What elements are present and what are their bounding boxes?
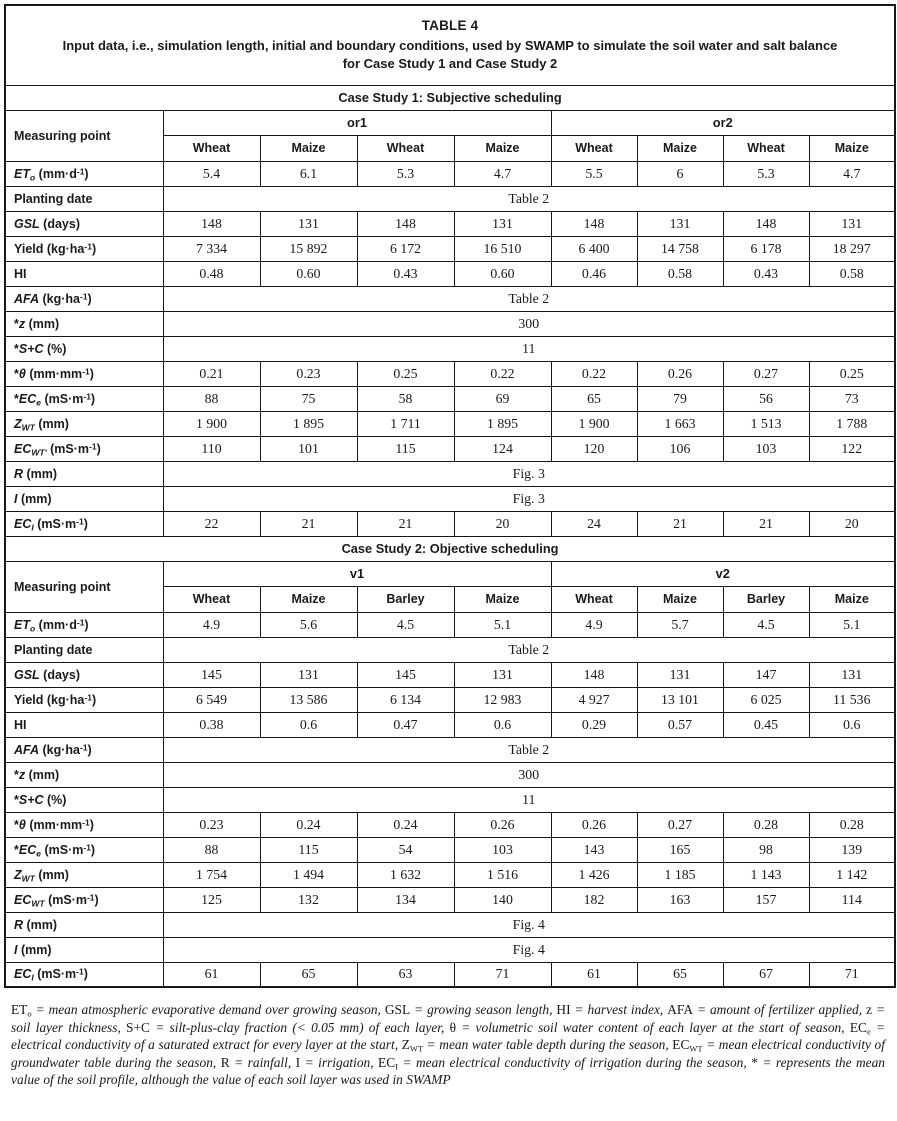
data-cell: 145 <box>357 662 454 687</box>
data-cell: 120 <box>551 436 637 461</box>
data-cell: 0.46 <box>551 261 637 286</box>
data-cell: 148 <box>723 211 809 236</box>
row-label: GSL (days) <box>5 662 163 687</box>
data-cell: 7 334 <box>163 236 260 261</box>
data-cell: 20 <box>454 511 551 536</box>
data-cell: 4.9 <box>551 612 637 637</box>
column-header: Maize <box>454 586 551 612</box>
table-row <box>5 662 895 687</box>
data-cell: 5.6 <box>260 612 357 637</box>
data-cell: 56 <box>723 386 809 411</box>
row-label: $ET_o$ $(mm\cdot d^{-1})$ <box>5 612 163 637</box>
spanned-value-cell: Fig. 3 <box>163 486 895 511</box>
data-cell: 1 663 <box>637 411 723 436</box>
column-header: Wheat <box>551 586 637 612</box>
column-header: Wheat <box>163 586 260 612</box>
data-cell: 65 <box>551 386 637 411</box>
data-cell: 61 <box>551 962 637 987</box>
row-label: *S+C (%) <box>5 787 163 812</box>
data-cell: 0.6 <box>809 712 895 737</box>
column-header: Maize <box>637 135 723 161</box>
row-label: *z (mm) <box>5 311 163 336</box>
data-cell: 4.5 <box>723 612 809 637</box>
data-cell: 0.29 <box>551 712 637 737</box>
data-cell: 1 754 <box>163 862 260 887</box>
table-row <box>5 787 895 812</box>
data-cell: 5.4 <box>163 161 260 186</box>
data-cell: 1 516 <box>454 862 551 887</box>
data-cell: 6 549 <box>163 687 260 712</box>
data-cell: 0.22 <box>551 361 637 386</box>
table-row <box>5 687 895 712</box>
data-cell: 182 <box>551 887 637 912</box>
data-cell: 21 <box>723 511 809 536</box>
column-header: Barley <box>723 586 809 612</box>
table-row <box>5 912 895 937</box>
group-header-v1: v1 <box>163 561 551 586</box>
data-cell: 6 178 <box>723 236 809 261</box>
spanned-value-cell: Fig. 4 <box>163 912 895 937</box>
data-cell: 0.38 <box>163 712 260 737</box>
column-header: Maize <box>454 135 551 161</box>
row-label: Yield $(kg\cdot ha^{-1})$ <box>5 687 163 712</box>
data-cell: 115 <box>260 837 357 862</box>
table-row <box>5 461 895 486</box>
data-cell: 0.23 <box>163 812 260 837</box>
row-label: $Z_{WT}$ (mm) <box>5 862 163 887</box>
data-cell: 5.1 <box>809 612 895 637</box>
data-cell: 147 <box>723 662 809 687</box>
data-cell: 4 927 <box>551 687 637 712</box>
data-cell: 143 <box>551 837 637 862</box>
data-cell: 1 711 <box>357 411 454 436</box>
data-cell: 1 143 <box>723 862 809 887</box>
table-caption-line1: Input data, i.e., simulation length, initial and boundary conditions, used by SWAMP to simulate the soil water and salt balance <box>62 38 838 54</box>
row-label: *θ $(mm\cdot mm^{-1})$ <box>5 361 163 386</box>
data-cell: 1 494 <box>260 862 357 887</box>
data-cell: 65 <box>260 962 357 987</box>
data-cell: 101 <box>260 436 357 461</box>
section-header-case-study-2 <box>5 536 895 561</box>
data-cell: 24 <box>551 511 637 536</box>
table-row <box>5 411 895 436</box>
data-cell: 4.7 <box>454 161 551 186</box>
column-header: Wheat <box>551 135 637 161</box>
data-cell: 1 142 <box>809 862 895 887</box>
data-cell: 4.7 <box>809 161 895 186</box>
data-cell: 16 510 <box>454 236 551 261</box>
data-cell: 0.60 <box>454 261 551 286</box>
data-cell: 131 <box>809 211 895 236</box>
data-cell: 58 <box>357 386 454 411</box>
data-cell: 115 <box>357 436 454 461</box>
group-header-row <box>5 110 895 135</box>
row-label: *S+C (%) <box>5 336 163 361</box>
data-cell: 5.3 <box>723 161 809 186</box>
data-cell: 132 <box>260 887 357 912</box>
data-cell: 148 <box>163 211 260 236</box>
data-cell: 163 <box>637 887 723 912</box>
group-header-row <box>5 561 895 586</box>
data-cell: 0.48 <box>163 261 260 286</box>
row-label: $Z_{WT}$ (mm) <box>5 411 163 436</box>
data-cell: 103 <box>723 436 809 461</box>
spanned-value-cell: Table 2 <box>163 737 895 762</box>
table-row <box>5 812 895 837</box>
data-cell: 131 <box>637 662 723 687</box>
measuring-point-label: Measuring point <box>5 110 163 161</box>
table-row <box>5 712 895 737</box>
table-row <box>5 937 895 962</box>
column-header: Barley <box>357 586 454 612</box>
data-cell: 122 <box>809 436 895 461</box>
table-row <box>5 962 895 987</box>
data-cell: 125 <box>163 887 260 912</box>
data-cell: 98 <box>723 837 809 862</box>
row-label: Planting date <box>5 637 163 662</box>
spanned-value-cell: Table 2 <box>163 286 895 311</box>
row-label: *z (mm) <box>5 762 163 787</box>
data-cell: 131 <box>260 211 357 236</box>
data-cell: 0.43 <box>723 261 809 286</box>
data-cell: 1 788 <box>809 411 895 436</box>
column-header: Maize <box>260 586 357 612</box>
data-cell: 21 <box>357 511 454 536</box>
data-cell: 54 <box>357 837 454 862</box>
row-label: HI <box>5 712 163 737</box>
data-cell: 148 <box>551 211 637 236</box>
column-header: Maize <box>809 586 895 612</box>
data-cell: 21 <box>260 511 357 536</box>
data-cell: 0.58 <box>809 261 895 286</box>
data-cell: 0.25 <box>809 361 895 386</box>
table-row <box>5 637 895 662</box>
row-label: $ET_o$ $(mm\cdot d^{-1})$ <box>5 161 163 186</box>
data-cell: 5.7 <box>637 612 723 637</box>
row-label: $EC_{WT'}$ $(mS\cdot m^{-1})$ <box>5 436 163 461</box>
data-cell: 11 536 <box>809 687 895 712</box>
data-cell: 1 895 <box>454 411 551 436</box>
data-cell: 6.1 <box>260 161 357 186</box>
data-cell: 0.27 <box>637 812 723 837</box>
data-cell: 0.24 <box>357 812 454 837</box>
data-cell: 65 <box>637 962 723 987</box>
data-cell: 131 <box>809 662 895 687</box>
table-row <box>5 762 895 787</box>
data-cell: 131 <box>454 662 551 687</box>
data-cell: 71 <box>454 962 551 987</box>
table-row <box>5 336 895 361</box>
data-cell: 165 <box>637 837 723 862</box>
row-label: GSL (days) <box>5 211 163 236</box>
data-cell: 0.6 <box>260 712 357 737</box>
spanned-value-cell: 300 <box>163 762 895 787</box>
data-cell: 0.21 <box>163 361 260 386</box>
data-cell: 1 632 <box>357 862 454 887</box>
footnote: $ET_o$ = mean atmospheric evaporative demand over growing season, GSL = growing season length, HI = harvest index, AFA = amount of fertilizer applied, z = soil layer thickness, S+C = silt-plus-clay fraction (< 0.05 mm) of each layer, θ = volumetric soil water content of each layer at the start of season, $EC_e$ = electrical conductivity of a saturated extract for every layer at the start, $Z_{WT}$ = mean water table depth during the season, $EC_{WT}$ = mean electrical conductivity of groundwater table during the season, R = rainfall, I = irrigation, $EC_I$ = mean electrical conductivity of irrigation during the season, * = represents the mean value of the soil profile, although the value of each soil layer was used in SWAMP <box>11 1002 886 1088</box>
table-row <box>5 837 895 862</box>
data-cell: 0.47 <box>357 712 454 737</box>
data-cell: 134 <box>357 887 454 912</box>
section-title: Case Study 2: Objective scheduling <box>5 536 895 561</box>
data-cell: 0.57 <box>637 712 723 737</box>
column-header: Maize <box>637 586 723 612</box>
data-cell: 15 892 <box>260 236 357 261</box>
table-row <box>5 511 895 536</box>
table-row <box>5 737 895 762</box>
row-label: AFA $(kg\cdot ha^{-1})$ <box>5 286 163 311</box>
data-cell: 131 <box>637 211 723 236</box>
data-cell: 1 900 <box>163 411 260 436</box>
row-label: Yield $(kg\cdot ha^{-1})$ <box>5 236 163 261</box>
data-cell: 148 <box>357 211 454 236</box>
row-label: $*EC_e$ $(mS\cdot m^{-1})$ <box>5 386 163 411</box>
row-label: $*EC_e$ $(mS\cdot m^{-1})$ <box>5 837 163 862</box>
data-cell: 1 513 <box>723 411 809 436</box>
data-cell: 5.5 <box>551 161 637 186</box>
table-row <box>5 612 895 637</box>
data-cell: 6 134 <box>357 687 454 712</box>
table-row <box>5 236 895 261</box>
data-cell: 4.9 <box>163 612 260 637</box>
data-cell: 1 185 <box>637 862 723 887</box>
data-cell: 4.5 <box>357 612 454 637</box>
data-cell: 69 <box>454 386 551 411</box>
column-header: Wheat <box>723 135 809 161</box>
table-row <box>5 436 895 461</box>
measuring-point-label: Measuring point <box>5 561 163 612</box>
data-cell: 21 <box>637 511 723 536</box>
table-row <box>5 311 895 336</box>
row-label: Planting date <box>5 186 163 211</box>
data-cell: 6 <box>637 161 723 186</box>
data-cell: 63 <box>357 962 454 987</box>
data-cell: 0.58 <box>637 261 723 286</box>
table-caption-line2: for Case Study 1 and Case Study 2 <box>342 55 558 71</box>
row-label: $EC_I$ $(mS\cdot m^{-1})$ <box>5 962 163 987</box>
data-cell: 0.45 <box>723 712 809 737</box>
group-header-or2: or2 <box>551 110 895 135</box>
data-cell: 18 297 <box>809 236 895 261</box>
data-cell: 0.27 <box>723 361 809 386</box>
row-label: I (mm) <box>5 486 163 511</box>
table-row <box>5 486 895 511</box>
section-header-case-study-1 <box>5 85 895 110</box>
data-cell: 1 900 <box>551 411 637 436</box>
data-cell: 0.26 <box>637 361 723 386</box>
column-header: Maize <box>809 135 895 161</box>
data-cell: 131 <box>260 662 357 687</box>
data-cell: 148 <box>551 662 637 687</box>
data-cell: 1 426 <box>551 862 637 887</box>
data-cell: 131 <box>454 211 551 236</box>
spanned-value-cell: Table 2 <box>163 637 895 662</box>
column-header: Wheat <box>163 135 260 161</box>
data-cell: 0.60 <box>260 261 357 286</box>
data-cell: 0.6 <box>454 712 551 737</box>
data-cell: 6 025 <box>723 687 809 712</box>
data-cell: 88 <box>163 386 260 411</box>
data-cell: 5.1 <box>454 612 551 637</box>
row-label: *θ $(mm\cdot mm^{-1})$ <box>5 812 163 837</box>
data-cell: 139 <box>809 837 895 862</box>
data-cell: 67 <box>723 962 809 987</box>
data-cell: 145 <box>163 662 260 687</box>
data-cell: 20 <box>809 511 895 536</box>
table-row <box>5 261 895 286</box>
data-cell: 71 <box>809 962 895 987</box>
data-cell: 1 895 <box>260 411 357 436</box>
data-cell: 0.28 <box>809 812 895 837</box>
group-header-or1: or1 <box>163 110 551 135</box>
group-header-v2: v2 <box>551 561 895 586</box>
data-cell: 75 <box>260 386 357 411</box>
data-cell: 14 758 <box>637 236 723 261</box>
spanned-value-cell: Fig. 3 <box>163 461 895 486</box>
section-title: Case Study 1: Subjective scheduling <box>5 85 895 110</box>
column-header: Wheat <box>357 135 454 161</box>
table-title-cell <box>5 5 895 85</box>
row-label: $EC_I$ $(mS\cdot m^{-1})$ <box>5 511 163 536</box>
data-cell: 124 <box>454 436 551 461</box>
row-label: R (mm) <box>5 461 163 486</box>
data-cell: 0.22 <box>454 361 551 386</box>
data-cell: 61 <box>163 962 260 987</box>
data-cell: 103 <box>454 837 551 862</box>
data-cell: 6 400 <box>551 236 637 261</box>
data-cell: 140 <box>454 887 551 912</box>
spanned-value-cell: Fig. 4 <box>163 937 895 962</box>
data-cell: 114 <box>809 887 895 912</box>
title-row <box>5 5 895 85</box>
data-cell: 12 983 <box>454 687 551 712</box>
table-row <box>5 361 895 386</box>
data-cell: 79 <box>637 386 723 411</box>
row-label: R (mm) <box>5 912 163 937</box>
table-row <box>5 887 895 912</box>
table-row <box>5 286 895 311</box>
row-label: I (mm) <box>5 937 163 962</box>
data-cell: 22 <box>163 511 260 536</box>
data-cell: 73 <box>809 386 895 411</box>
data-cell: 0.23 <box>260 361 357 386</box>
data-cell: 157 <box>723 887 809 912</box>
data-cell: 13 101 <box>637 687 723 712</box>
data-cell: 106 <box>637 436 723 461</box>
spanned-value-cell: 300 <box>163 311 895 336</box>
spanned-value-cell: Table 2 <box>163 186 895 211</box>
data-cell: 88 <box>163 837 260 862</box>
data-cell: 110 <box>163 436 260 461</box>
data-cell: 5.3 <box>357 161 454 186</box>
data-cell: 0.24 <box>260 812 357 837</box>
table-row <box>5 211 895 236</box>
row-label: HI <box>5 261 163 286</box>
data-cell: 6 172 <box>357 236 454 261</box>
column-header: Maize <box>260 135 357 161</box>
table-number: TABLE 4 <box>421 18 479 34</box>
row-label: $EC_{WT}$ $(mS\cdot m^{-1})$ <box>5 887 163 912</box>
table-4 <box>4 4 896 988</box>
spanned-value-cell: 11 <box>163 336 895 361</box>
row-label: AFA $(kg\cdot ha^{-1})$ <box>5 737 163 762</box>
table-row <box>5 186 895 211</box>
table-row <box>5 161 895 186</box>
data-cell: 0.28 <box>723 812 809 837</box>
data-cell: 0.43 <box>357 261 454 286</box>
spanned-value-cell: 11 <box>163 787 895 812</box>
data-cell: 0.26 <box>454 812 551 837</box>
data-cell: 0.25 <box>357 361 454 386</box>
table-row <box>5 386 895 411</box>
data-cell: 13 586 <box>260 687 357 712</box>
table-row <box>5 862 895 887</box>
data-cell: 0.26 <box>551 812 637 837</box>
